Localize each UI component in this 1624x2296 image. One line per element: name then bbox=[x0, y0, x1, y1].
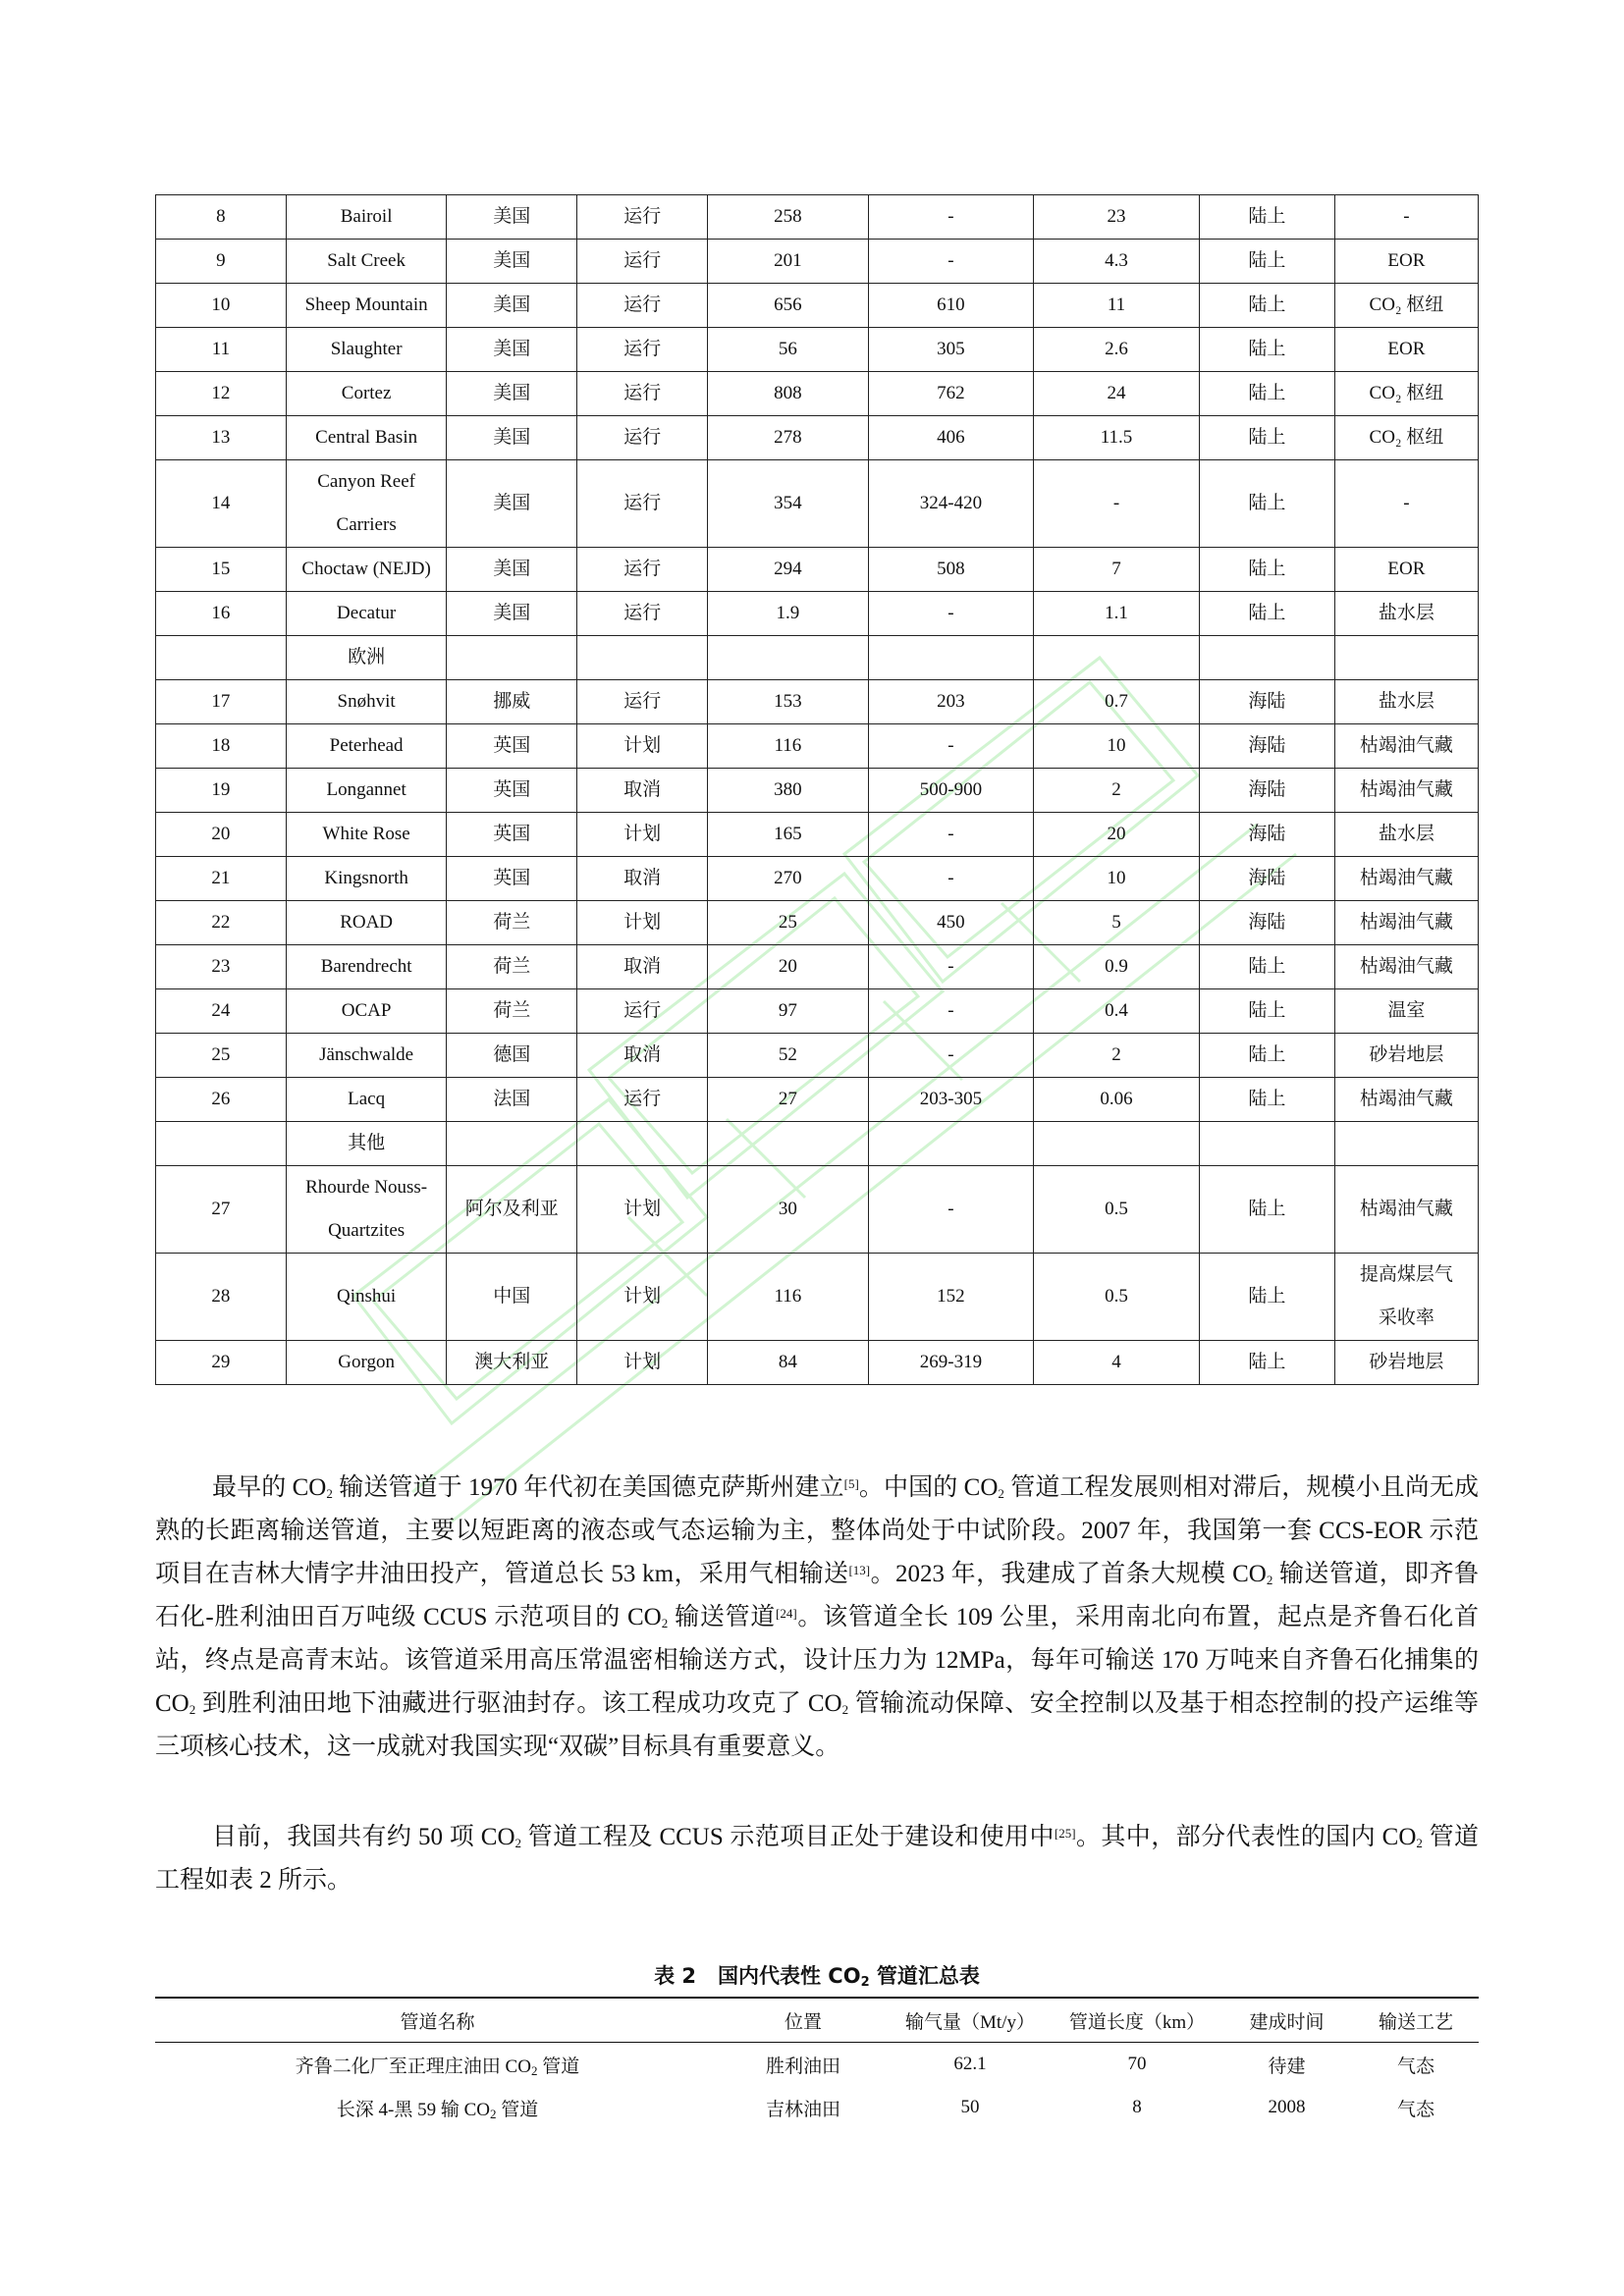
name-cell: OCAP bbox=[286, 989, 447, 1034]
empty-cell bbox=[1034, 636, 1200, 680]
volume-cell: 62.1 bbox=[953, 2054, 987, 2074]
table-row bbox=[156, 548, 1479, 592]
terrain-cell: 陆上 bbox=[1199, 284, 1334, 328]
body-paragraph-2: 目前，我国共有约 50 项 $CO_2$ 管道工程及 CCUS 示范项目正处于建设和使用中[25]。其中，部分代表性的国内 $CO_2$ 管道工程如表 2 所示。 bbox=[155, 1824, 1479, 1894]
diameter-cell: - bbox=[868, 989, 1034, 1034]
name-cell: Snøhvit bbox=[286, 680, 447, 724]
length-cell: 380 bbox=[708, 769, 869, 813]
length-cell: 56 bbox=[708, 328, 869, 372]
empty-cell bbox=[447, 1122, 577, 1166]
capacity-cell: 7 bbox=[1034, 548, 1200, 592]
country-cell: 美国 bbox=[447, 548, 577, 592]
length-cell: 201 bbox=[708, 240, 869, 284]
process-cell: 气态 bbox=[1396, 2056, 1435, 2077]
length-cell: 116 bbox=[708, 724, 869, 769]
name-cell: Longannet bbox=[286, 769, 447, 813]
country-cell: 英国 bbox=[447, 813, 577, 857]
length-cell: 153 bbox=[708, 680, 869, 724]
diameter-cell: 406 bbox=[868, 416, 1034, 460]
length-cell: 270 bbox=[708, 857, 869, 901]
terrain-cell: 海陆 bbox=[1199, 901, 1334, 945]
empty-cell bbox=[1334, 636, 1478, 680]
country-cell: 荷兰 bbox=[447, 989, 577, 1034]
table-row bbox=[156, 724, 1479, 769]
terrain-cell: 陆上 bbox=[1199, 945, 1334, 989]
diameter-cell: 305 bbox=[868, 328, 1034, 372]
terrain-cell: 陆上 bbox=[1199, 989, 1334, 1034]
use-cell: CO₂ 枢纽 bbox=[1334, 372, 1478, 416]
use-cell: 砂岩地层 bbox=[1334, 1341, 1478, 1385]
country-cell: 挪威 bbox=[447, 680, 577, 724]
name-cell: Choctaw (NEJD) bbox=[286, 548, 447, 592]
use-cell: 枯竭油气藏 bbox=[1334, 857, 1478, 901]
country-cell: 澳大利亚 bbox=[447, 1341, 577, 1385]
capacity-cell: 23 bbox=[1034, 195, 1200, 240]
location-cell: 胜利油田 bbox=[765, 2056, 840, 2077]
section-row bbox=[156, 1122, 1479, 1166]
table-row bbox=[156, 680, 1479, 724]
status-cell: 运行 bbox=[577, 1078, 708, 1122]
no-cell: 14 bbox=[156, 460, 287, 548]
table-row bbox=[156, 592, 1479, 636]
empty-cell bbox=[156, 1122, 287, 1166]
name-cell: Decatur bbox=[286, 592, 447, 636]
length-cell: 808 bbox=[708, 372, 869, 416]
use-cell: 盐水层 bbox=[1334, 680, 1478, 724]
length-cell: 278 bbox=[708, 416, 869, 460]
length-cell: 27 bbox=[708, 1078, 869, 1122]
table-row bbox=[156, 1034, 1479, 1078]
name-line: Carriers bbox=[336, 514, 397, 535]
body-paragraph-1: 最早的 $CO_2$ 输送管道于 1970 年代初在美国德克萨斯州建立[5]。中国的 $CO_2$ 管道工程发展则相对滞后，规模小且尚无成熟的长距离输送管道，主要以短距离的液态或气态运输为主，整体尚处于中试阶段。2007 年，我国第一套 CCS-EOR 示范项目在吉林大情字井油田投产，管道总长 53 km，采用气相输送[13]。2023 年，我建成了首条大规模 $CO_2$ 输送管道，即齐鲁石化-胜利油田百万吨级 CCUS 示范项目的 $CO_2$ 输送管道[24]。该管道全长 109 公里，采用南北向布置，起点是齐鲁石化首站，终点是高青末站。该管道采用高压常温密相输送方式，设计压力为 12MPa，每年可输送 170 万吨来自齐鲁石化捕集的 $CO_2$ 到胜利油田地下油藏进行驱油封存。该工程成功攻克了 $CO_2$ 管输流动保障、安全控制以及基于相态控制的投产运维等三项核心技术，这一成就对我国实现“双碳”目标具有重要意义。 bbox=[155, 1474, 1479, 1760]
terrain-cell: 海陆 bbox=[1199, 769, 1334, 813]
name-cell: Barendrecht bbox=[286, 945, 447, 989]
name-cell: Lacq bbox=[286, 1078, 447, 1122]
use-cell: 盐水层 bbox=[1334, 813, 1478, 857]
capacity-cell: 0.9 bbox=[1034, 945, 1200, 989]
no-cell: 22 bbox=[156, 901, 287, 945]
status-cell: 运行 bbox=[577, 592, 708, 636]
country-cell: 英国 bbox=[447, 769, 577, 813]
no-cell: 25 bbox=[156, 1034, 287, 1078]
diameter-cell: - bbox=[868, 857, 1034, 901]
capacity-cell: 0.4 bbox=[1034, 989, 1200, 1034]
header-cell: 输送工艺 bbox=[1353, 1998, 1479, 2043]
no-cell: 19 bbox=[156, 769, 287, 813]
built-cell: 待建 bbox=[1268, 2056, 1306, 2077]
table-row bbox=[156, 1078, 1479, 1122]
table-row bbox=[156, 416, 1479, 460]
status-cell: 运行 bbox=[577, 989, 708, 1034]
empty-cell bbox=[708, 636, 869, 680]
terrain-cell: 海陆 bbox=[1199, 813, 1334, 857]
empty-cell bbox=[577, 636, 708, 680]
diameter-cell: - bbox=[868, 724, 1034, 769]
diameter-cell: 269-319 bbox=[868, 1341, 1034, 1385]
no-cell: 9 bbox=[156, 240, 287, 284]
capacity-cell: 2 bbox=[1034, 1034, 1200, 1078]
name-cell: Kingsnorth bbox=[286, 857, 447, 901]
use-cell: EOR bbox=[1334, 240, 1478, 284]
diameter-cell: - bbox=[868, 945, 1034, 989]
no-cell: 18 bbox=[156, 724, 287, 769]
empty-cell bbox=[868, 1122, 1034, 1166]
capacity-cell: 0.7 bbox=[1034, 680, 1200, 724]
use-cell: 盐水层 bbox=[1334, 592, 1478, 636]
table-row bbox=[156, 460, 1479, 548]
built-cell: 2008 bbox=[1268, 2097, 1306, 2117]
use-line: 采收率 bbox=[1378, 1308, 1435, 1328]
empty-cell bbox=[1199, 1122, 1334, 1166]
country-cell: 美国 bbox=[447, 592, 577, 636]
country-cell: 中国 bbox=[447, 1254, 577, 1341]
diameter-cell: - bbox=[868, 1166, 1034, 1254]
status-cell: 取消 bbox=[577, 857, 708, 901]
name-cell: Gorgon bbox=[286, 1341, 447, 1385]
length-cell: 84 bbox=[708, 1341, 869, 1385]
table2-caption: 表 2 国内代表性 $CO_2$ 管道汇总表 bbox=[654, 1964, 980, 1990]
no-cell: 12 bbox=[156, 372, 287, 416]
length-cell: 354 bbox=[708, 460, 869, 548]
capacity-cell: 20 bbox=[1034, 813, 1200, 857]
use-cell: 枯竭油气藏 bbox=[1334, 1166, 1478, 1254]
country-cell: 美国 bbox=[447, 240, 577, 284]
table-row bbox=[156, 328, 1479, 372]
use-cell: EOR bbox=[1334, 548, 1478, 592]
use-cell: EOR bbox=[1334, 328, 1478, 372]
terrain-cell: 陆上 bbox=[1199, 460, 1334, 548]
empty-cell bbox=[708, 1122, 869, 1166]
volume-cell: 50 bbox=[960, 2097, 980, 2117]
country-cell: 德国 bbox=[447, 1034, 577, 1078]
country-cell: 美国 bbox=[447, 460, 577, 548]
status-cell: 计划 bbox=[577, 1341, 708, 1385]
length-cell: 1.9 bbox=[708, 592, 869, 636]
capacity-cell: 10 bbox=[1034, 857, 1200, 901]
diameter-cell: 203 bbox=[868, 680, 1034, 724]
terrain-cell: 陆上 bbox=[1199, 548, 1334, 592]
empty-cell bbox=[156, 636, 287, 680]
use-cell: 枯竭油气藏 bbox=[1334, 724, 1478, 769]
country-cell: 荷兰 bbox=[447, 901, 577, 945]
length-cell: 97 bbox=[708, 989, 869, 1034]
status-cell: 取消 bbox=[577, 1034, 708, 1078]
table-header-row bbox=[155, 1998, 1479, 2043]
table-row bbox=[156, 1166, 1479, 1254]
section-row bbox=[156, 636, 1479, 680]
terrain-cell: 陆上 bbox=[1199, 328, 1334, 372]
capacity-cell: 5 bbox=[1034, 901, 1200, 945]
capacity-cell: 2.6 bbox=[1034, 328, 1200, 372]
length-cell: 25 bbox=[708, 901, 869, 945]
citation: [24] bbox=[776, 1606, 797, 1621]
status-cell: 计划 bbox=[577, 901, 708, 945]
name-cell: Central Basin bbox=[286, 416, 447, 460]
diameter-cell: 203-305 bbox=[868, 1078, 1034, 1122]
status-cell: 运行 bbox=[577, 240, 708, 284]
header-cell: 位置 bbox=[720, 1998, 887, 2043]
table-row bbox=[156, 240, 1479, 284]
location-cell: 吉林油田 bbox=[765, 2099, 840, 2120]
use-cell: CO₂ 枢纽 bbox=[1334, 284, 1478, 328]
country-cell: 美国 bbox=[447, 195, 577, 240]
length-cell: 258 bbox=[708, 195, 869, 240]
country-cell: 英国 bbox=[447, 857, 577, 901]
use-cell: 枯竭油气藏 bbox=[1334, 1078, 1478, 1122]
status-cell: 运行 bbox=[577, 195, 708, 240]
no-cell: 20 bbox=[156, 813, 287, 857]
terrain-cell: 陆上 bbox=[1199, 1034, 1334, 1078]
no-cell: 26 bbox=[156, 1078, 287, 1122]
terrain-cell: 陆上 bbox=[1199, 416, 1334, 460]
header-cell: 建成时间 bbox=[1220, 1998, 1353, 2043]
name-cell: White Rose bbox=[286, 813, 447, 857]
empty-cell bbox=[868, 636, 1034, 680]
diameter-cell: 610 bbox=[868, 284, 1034, 328]
length-cell: 30 bbox=[708, 1166, 869, 1254]
pipeline-name-cell: 长深 4-黑 59 输 $CO_2$ 管道 bbox=[336, 2099, 539, 2121]
table-row bbox=[156, 284, 1479, 328]
empty-cell bbox=[1199, 636, 1334, 680]
diameter-cell: 500-900 bbox=[868, 769, 1034, 813]
domestic-pipeline-table bbox=[155, 1997, 1479, 2129]
no-cell: 17 bbox=[156, 680, 287, 724]
status-cell: 计划 bbox=[577, 724, 708, 769]
table-row bbox=[156, 769, 1479, 813]
citation: [13] bbox=[848, 1563, 871, 1577]
country-cell: 美国 bbox=[447, 372, 577, 416]
no-cell: 16 bbox=[156, 592, 287, 636]
empty-cell bbox=[1334, 1122, 1478, 1166]
use-cell: 枯竭油气藏 bbox=[1334, 901, 1478, 945]
status-cell: 运行 bbox=[577, 284, 708, 328]
header-cell: 管道长度（km） bbox=[1054, 1998, 1220, 2043]
status-cell: 运行 bbox=[577, 328, 708, 372]
diameter-cell: 324-420 bbox=[868, 460, 1034, 548]
table-row bbox=[155, 2043, 1479, 2087]
table-row bbox=[156, 857, 1479, 901]
name-cell: Salt Creek bbox=[286, 240, 447, 284]
header-cell: 输气量（Mt/y） bbox=[887, 1998, 1054, 2043]
table-row bbox=[156, 372, 1479, 416]
no-cell: 13 bbox=[156, 416, 287, 460]
name-cell: Peterhead bbox=[286, 724, 447, 769]
terrain-cell: 海陆 bbox=[1199, 857, 1334, 901]
country-cell: 美国 bbox=[447, 416, 577, 460]
diameter-cell: 450 bbox=[868, 901, 1034, 945]
use-cell: 砂岩地层 bbox=[1334, 1034, 1478, 1078]
terrain-cell: 陆上 bbox=[1199, 1078, 1334, 1122]
citation: [25] bbox=[1054, 1826, 1076, 1841]
name-line: Rhourde Nouss- bbox=[305, 1177, 428, 1198]
capacity-cell: 1.1 bbox=[1034, 592, 1200, 636]
table-row bbox=[156, 1254, 1479, 1341]
terrain-cell: 海陆 bbox=[1199, 680, 1334, 724]
terrain-cell: 陆上 bbox=[1199, 1166, 1334, 1254]
capacity-cell: 0.06 bbox=[1034, 1078, 1200, 1122]
table-row bbox=[156, 1341, 1479, 1385]
no-cell: 21 bbox=[156, 857, 287, 901]
name-cell: Sheep Mountain bbox=[286, 284, 447, 328]
country-cell: 荷兰 bbox=[447, 945, 577, 989]
header-cell: 管道名称 bbox=[155, 1998, 720, 2043]
no-cell: 15 bbox=[156, 548, 287, 592]
status-cell: 取消 bbox=[577, 769, 708, 813]
diameter-cell: - bbox=[868, 813, 1034, 857]
capacity-cell: 4 bbox=[1034, 1341, 1200, 1385]
no-cell: 8 bbox=[156, 195, 287, 240]
empty-cell bbox=[577, 1122, 708, 1166]
country-cell: 美国 bbox=[447, 284, 577, 328]
length-cell: 52 bbox=[708, 1034, 869, 1078]
section-label: 欧洲 bbox=[286, 636, 447, 680]
diameter-cell: 152 bbox=[868, 1254, 1034, 1341]
terrain-cell: 陆上 bbox=[1199, 195, 1334, 240]
length-cell: 20 bbox=[708, 945, 869, 989]
capacity-cell: 2 bbox=[1034, 769, 1200, 813]
terrain-cell: 海陆 bbox=[1199, 724, 1334, 769]
use-line: 提高煤层气 bbox=[1359, 1264, 1453, 1285]
terrain-cell: 陆上 bbox=[1199, 372, 1334, 416]
empty-cell bbox=[1034, 1122, 1200, 1166]
length-cell: 70 bbox=[1127, 2054, 1147, 2074]
table-row bbox=[156, 989, 1479, 1034]
country-cell: 英国 bbox=[447, 724, 577, 769]
country-cell: 阿尔及利亚 bbox=[447, 1166, 577, 1254]
status-cell: 计划 bbox=[577, 1254, 708, 1341]
country-cell: 美国 bbox=[447, 328, 577, 372]
no-cell: 11 bbox=[156, 328, 287, 372]
length-cell: 165 bbox=[708, 813, 869, 857]
name-cell: Bairoil bbox=[286, 195, 447, 240]
diameter-cell: 762 bbox=[868, 372, 1034, 416]
no-cell: 23 bbox=[156, 945, 287, 989]
length-cell: 116 bbox=[708, 1254, 869, 1341]
terrain-cell: 陆上 bbox=[1199, 592, 1334, 636]
capacity-cell: 24 bbox=[1034, 372, 1200, 416]
country-cell: 法国 bbox=[447, 1078, 577, 1122]
length-cell: 656 bbox=[708, 284, 869, 328]
name-cell: Jänschwalde bbox=[286, 1034, 447, 1078]
status-cell: 计划 bbox=[577, 813, 708, 857]
table-row bbox=[156, 195, 1479, 240]
terrain-cell: 陆上 bbox=[1199, 240, 1334, 284]
no-cell: 24 bbox=[156, 989, 287, 1034]
length-cell: 294 bbox=[708, 548, 869, 592]
terrain-cell: 陆上 bbox=[1199, 1254, 1334, 1341]
capacity-cell: 11.5 bbox=[1034, 416, 1200, 460]
table-row bbox=[156, 813, 1479, 857]
name-line: Quartzites bbox=[328, 1220, 406, 1241]
name-cell bbox=[286, 460, 447, 548]
diameter-cell: - bbox=[868, 240, 1034, 284]
capacity-cell: 0.5 bbox=[1034, 1166, 1200, 1254]
use-cell: - bbox=[1334, 195, 1478, 240]
terrain-cell: 陆上 bbox=[1199, 1341, 1334, 1385]
use-cell: 枯竭油气藏 bbox=[1334, 769, 1478, 813]
status-cell: 运行 bbox=[577, 372, 708, 416]
diameter-cell: - bbox=[868, 195, 1034, 240]
use-cell: 枯竭油气藏 bbox=[1334, 945, 1478, 989]
diameter-cell: 508 bbox=[868, 548, 1034, 592]
diameter-cell: - bbox=[868, 1034, 1034, 1078]
use-cell: 温室 bbox=[1334, 989, 1478, 1034]
use-cell: - bbox=[1334, 460, 1478, 548]
use-cell: CO₂ 枢纽 bbox=[1334, 416, 1478, 460]
capacity-cell: 10 bbox=[1034, 724, 1200, 769]
no-cell: 27 bbox=[156, 1166, 287, 1254]
no-cell: 29 bbox=[156, 1341, 287, 1385]
use-cell bbox=[1334, 1254, 1478, 1341]
name-line: Canyon Reef bbox=[317, 471, 415, 492]
status-cell: 运行 bbox=[577, 548, 708, 592]
section-label: 其他 bbox=[286, 1122, 447, 1166]
empty-cell bbox=[447, 636, 577, 680]
capacity-cell: 11 bbox=[1034, 284, 1200, 328]
table-row bbox=[155, 2086, 1479, 2129]
name-cell bbox=[286, 1166, 447, 1254]
status-cell: 计划 bbox=[577, 1166, 708, 1254]
pipeline-name-cell: 齐鲁二化厂至正理庄油田 $CO_2$ 管道 bbox=[295, 2056, 580, 2078]
table-row bbox=[156, 945, 1479, 989]
name-cell: Qinshui bbox=[286, 1254, 447, 1341]
citation: [5] bbox=[843, 1476, 859, 1491]
length-cell: 8 bbox=[1132, 2097, 1142, 2117]
name-cell: Slaughter bbox=[286, 328, 447, 372]
status-cell: 运行 bbox=[577, 680, 708, 724]
capacity-cell: 4.3 bbox=[1034, 240, 1200, 284]
status-cell: 运行 bbox=[577, 460, 708, 548]
name-cell: Cortez bbox=[286, 372, 447, 416]
diameter-cell: - bbox=[868, 592, 1034, 636]
no-cell: 28 bbox=[156, 1254, 287, 1341]
no-cell: 10 bbox=[156, 284, 287, 328]
process-cell: 气态 bbox=[1396, 2099, 1435, 2120]
capacity-cell: 0.5 bbox=[1034, 1254, 1200, 1341]
table-row bbox=[156, 901, 1479, 945]
capacity-cell: - bbox=[1034, 460, 1200, 548]
name-cell: ROAD bbox=[286, 901, 447, 945]
status-cell: 运行 bbox=[577, 416, 708, 460]
status-cell: 取消 bbox=[577, 945, 708, 989]
pipeline-table bbox=[155, 194, 1479, 1385]
